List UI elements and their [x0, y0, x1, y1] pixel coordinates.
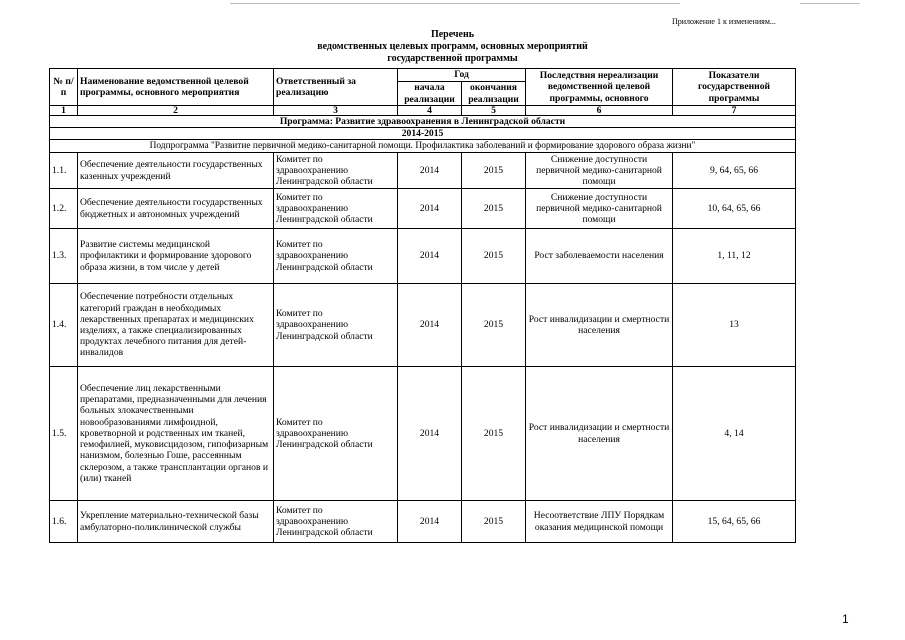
table-row: [50, 501, 796, 543]
row-number: 1.5.: [50, 367, 78, 501]
row-consequence: Снижение доступности первичной медико-санитарной помощи: [526, 153, 673, 189]
row-responsible: Комитет по здравоохранению Ленинградской области: [274, 229, 398, 284]
row-responsible: Комитет по здравоохранению Ленинградской области: [274, 153, 398, 189]
table-row: [50, 367, 796, 501]
row-number: 1.2.: [50, 189, 78, 229]
row-number: 1.3.: [50, 229, 78, 284]
row-number: 1.1.: [50, 153, 78, 189]
column-number-row: [50, 106, 796, 116]
row-end-year: 2015: [462, 189, 526, 229]
row-end-year: 2015: [462, 501, 526, 543]
table-row: [50, 153, 796, 189]
title-line-1: Перечень: [430, 29, 475, 40]
appendix-note: Приложение 1 к изменениям...: [672, 17, 776, 26]
title-line-3: государственной программы: [387, 53, 518, 64]
col-number-1: 1: [50, 106, 78, 116]
row-number: 1.6.: [50, 501, 78, 543]
row-responsible: Комитет по здравоохранению Ленинградской области: [274, 501, 398, 543]
row-end-year: 2015: [462, 229, 526, 284]
row-consequence: Рост инвалидизации и смертности населения: [526, 284, 673, 367]
table-row: [50, 189, 796, 229]
scan-top-rule-right: [800, 3, 860, 4]
row-consequence: Рост инвалидизации и смертности населения: [526, 367, 673, 501]
document-title: [0, 29, 905, 65]
scan-top-rule: [230, 3, 680, 4]
row-consequence: Несоответствие ЛПУ Порядкам оказания медицинской помощи: [526, 501, 673, 543]
row-name: Обеспечение деятельности государственных бюджетных и автономных учреждений: [78, 189, 274, 229]
header-name: Наименование ведомственной целевой программы, основного мероприятия: [78, 69, 274, 106]
row-consequence: Рост заболеваемости населения: [526, 229, 673, 284]
row-name: Обеспечение деятельности государственных казенных учреждений: [78, 153, 274, 189]
programs-table: [49, 68, 796, 543]
row-name: Укрепление материально-технической базы амбулаторно-поликлинической службы: [78, 501, 274, 543]
period-row: [50, 128, 796, 140]
row-indicators: 4, 14: [673, 367, 796, 501]
table-row: [50, 284, 796, 367]
header-end: окончания реализации: [462, 82, 526, 106]
header-start: начала реализации: [398, 82, 462, 106]
row-number: 1.4.: [50, 284, 78, 367]
row-end-year: 2015: [462, 367, 526, 501]
row-consequence: Снижение доступности первичной медико-санитарной помощи: [526, 189, 673, 229]
row-start-year: 2014: [398, 153, 462, 189]
row-responsible: Комитет по здравоохранению Ленинградской области: [274, 189, 398, 229]
row-responsible: Комитет по здравоохранению Ленинградской области: [274, 367, 398, 501]
col-number-2: 2: [78, 106, 274, 116]
subprogram-row: [50, 140, 796, 153]
row-indicators: 15, 64, 65, 66: [673, 501, 796, 543]
header-year: Год: [398, 69, 526, 82]
period-label: 2014-2015: [50, 128, 796, 140]
row-start-year: 2014: [398, 367, 462, 501]
page-number: 1: [842, 612, 849, 626]
row-indicators: 1, 11, 12: [673, 229, 796, 284]
header-row-1: [50, 69, 796, 82]
header-indicators: Показатели государственной программы: [673, 69, 796, 106]
row-name: Обеспечение потребности отдельных категорий граждан в необходимых лекарственных препаратах и медицинских изделиях, а также специализированных продуктах лечебного питания для детей-инвалидов: [78, 284, 274, 367]
col-number-5: 5: [462, 106, 526, 116]
row-start-year: 2014: [398, 284, 462, 367]
col-number-3: 3: [274, 106, 398, 116]
row-indicators: 10, 64, 65, 66: [673, 189, 796, 229]
program-title: Программа: Развитие здравоохранения в Ленинградской области: [50, 116, 796, 128]
row-responsible: Комитет по здравоохранению Ленинградской области: [274, 284, 398, 367]
header-consequences: Последствия нереализации ведомственной целевой программы, основного: [526, 69, 673, 106]
header-num: № п/п: [50, 69, 78, 106]
row-name: Обеспечение лиц лекарственными препаратами, предназначенными для лечения больных злокачественными новообразованиями лимфоидной, кроветворной и родственных им тканей, гемофилией, муковисцидозом, гипофизарным нанизмом, болезнью Гоше, рассеянным склерозом, а также трансплантации органов и (или) тканей: [78, 367, 274, 501]
row-start-year: 2014: [398, 189, 462, 229]
row-start-year: 2014: [398, 501, 462, 543]
col-number-6: 6: [526, 106, 673, 116]
col-number-7: 7: [673, 106, 796, 116]
row-indicators: 9, 64, 65, 66: [673, 153, 796, 189]
header-responsible: Ответственный за реализацию: [274, 69, 398, 106]
row-start-year: 2014: [398, 229, 462, 284]
program-row: [50, 116, 796, 128]
col-number-4: 4: [398, 106, 462, 116]
row-name: Развитие системы медицинской профилактики и формирование здорового образа жизни, в том числе у детей: [78, 229, 274, 284]
table-row: [50, 229, 796, 284]
row-indicators: 13: [673, 284, 796, 367]
row-end-year: 2015: [462, 284, 526, 367]
row-end-year: 2015: [462, 153, 526, 189]
title-line-2: ведомственных целевых программ, основных мероприятий: [317, 41, 588, 52]
subprogram-title: Подпрограмма "Развитие первичной медико-санитарной помощи. Профилактика заболеваний и формирование здорового образа жизни": [50, 140, 796, 153]
